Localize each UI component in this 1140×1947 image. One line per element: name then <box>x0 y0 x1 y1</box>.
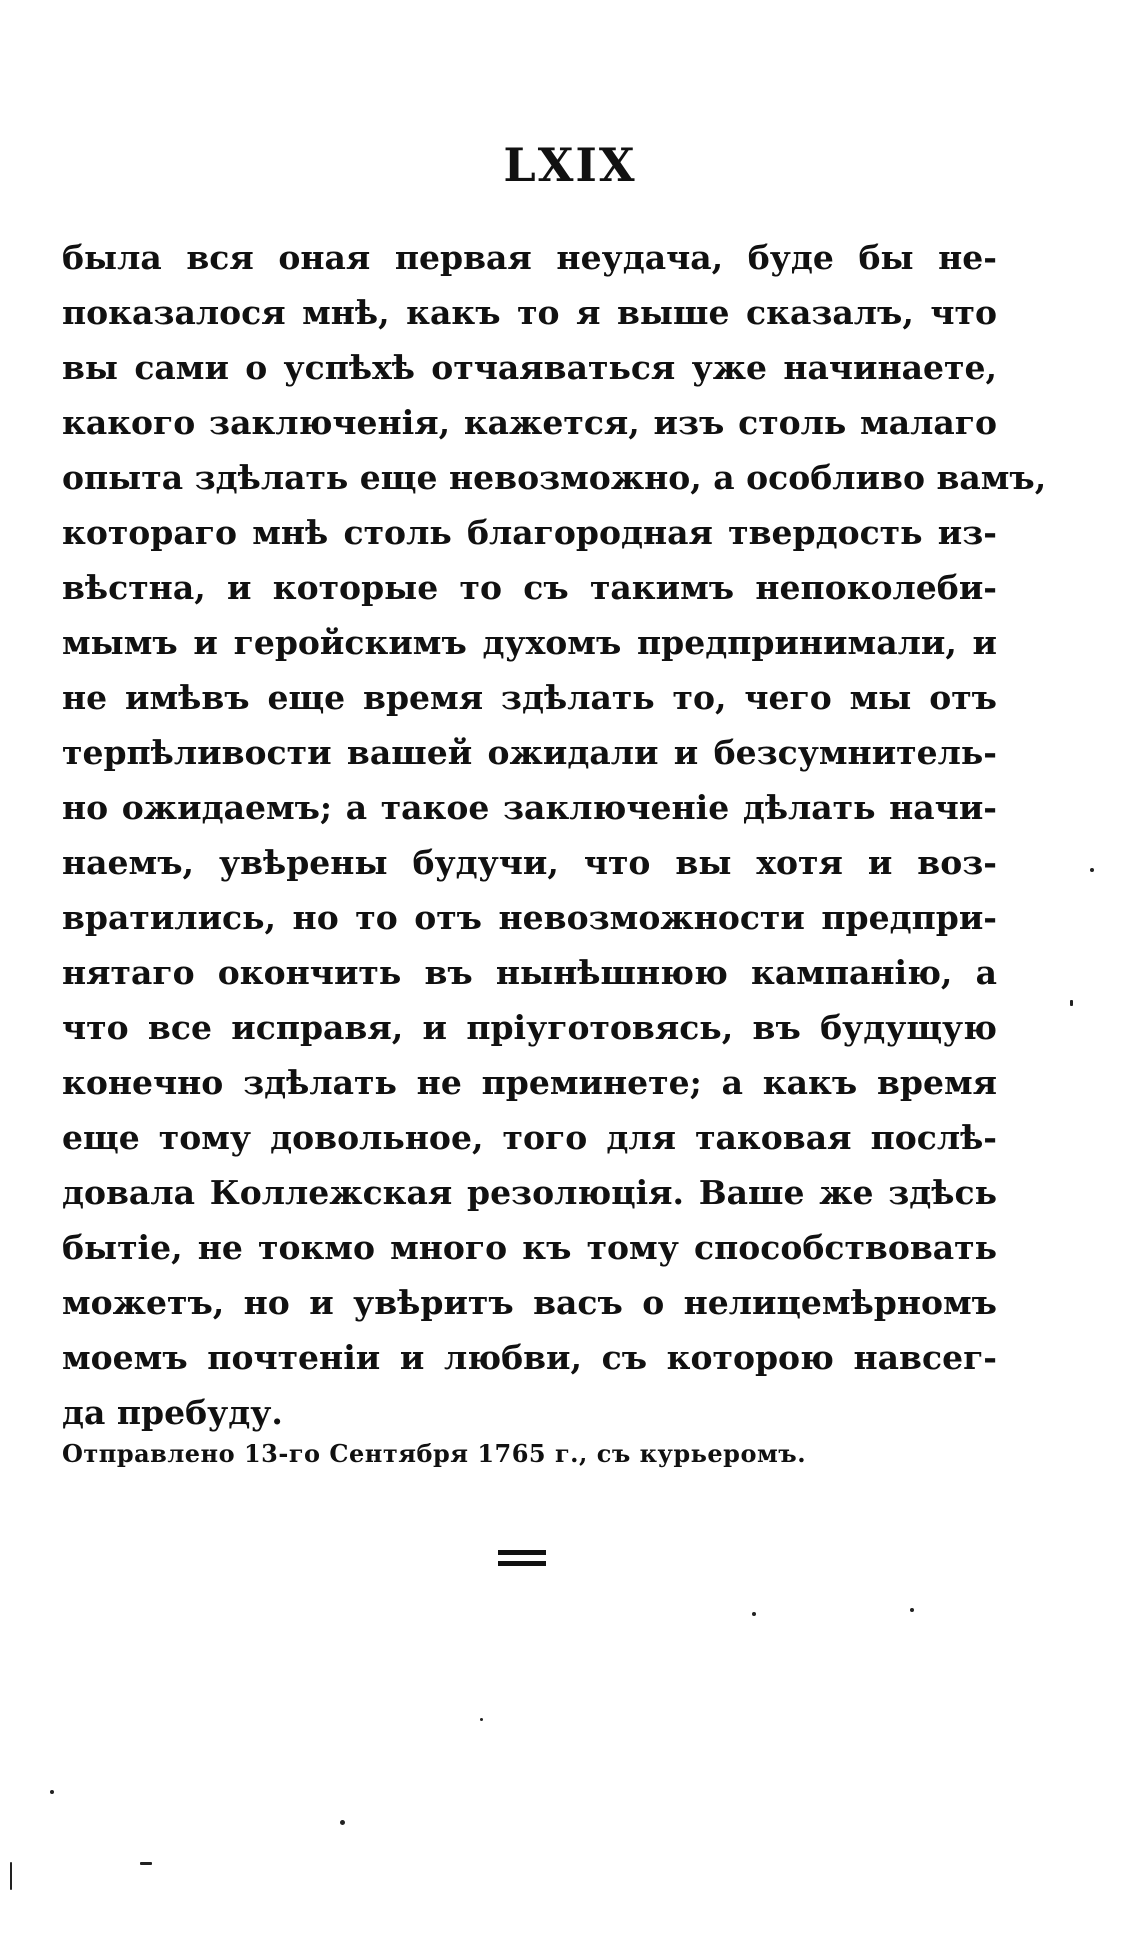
body-line: была вся оная первая неудача, буде бы не- <box>62 238 997 277</box>
body-line: какого заключенія, кажется, изъ столь малаго <box>62 403 997 442</box>
body-line: еще тому довольное, того для таковая послѣ- <box>62 1118 997 1157</box>
scan-speck <box>1070 1000 1073 1006</box>
body-line: можетъ, но и увѣритъ васъ о нелицемѣрномъ <box>62 1283 997 1322</box>
body-line: наемъ, увѣрены будучи, что вы хотя и воз- <box>62 843 997 882</box>
scan-speck <box>480 1718 483 1721</box>
body-line: котораго мнѣ столь благородная твердость из- <box>62 513 997 552</box>
body-line: терпѣливости вашей ожидали и безсумнитель- <box>62 733 997 772</box>
scan-speck <box>752 1612 756 1616</box>
body-line: мымъ и геройскимъ духомъ предпринимали, и <box>62 623 997 662</box>
dispatch-note: Отправлено 13-го Сентября 1765 г., съ курьеромъ. <box>62 1439 807 1468</box>
body-line-final: да пребуду. <box>62 1393 283 1432</box>
body-line: вратились, но то отъ невозможности предпри- <box>62 898 997 937</box>
separator-bar-bottom <box>498 1561 546 1566</box>
body-line: конечно здѣлать не преминете; а какъ время <box>62 1063 997 1102</box>
body-line: что все исправя, и пріуготовясь, въ будущую <box>62 1008 997 1047</box>
scan-speck <box>140 1862 152 1865</box>
letter-body <box>62 230 1047 1440</box>
body-line: довала Коллежская резолюція. Ваше же здѣсь <box>62 1173 997 1212</box>
body-line: нятаго окончить въ нынѣшнюю кампанію, а <box>62 953 997 992</box>
body-line: но ожидаемъ; а такое заключеніе дѣлать начи- <box>62 788 997 827</box>
separator-bar-top <box>498 1550 546 1555</box>
body-line: не имѣвъ еще время здѣлать то, чего мы отъ <box>62 678 997 717</box>
body-line: вѣстна, и которые то съ такимъ непоколеби- <box>62 568 997 607</box>
body-line: показалося мнѣ, какъ то я выше сказалъ, что <box>62 293 997 332</box>
scan-speck <box>340 1820 345 1825</box>
body-line: моемъ почтеніи и любви, съ которою навсег- <box>62 1338 997 1377</box>
body-line: вы сами о успѣхѣ отчаяваться уже начинаете, <box>62 348 997 387</box>
page-number: LXIX <box>503 138 637 192</box>
section-separator <box>498 1548 546 1568</box>
scan-speck <box>1090 868 1094 872</box>
scan-speck <box>50 1790 54 1794</box>
body-line: бытіе, не токмо много къ тому способствовать <box>62 1228 997 1267</box>
scan-speck <box>10 1862 12 1890</box>
scan-speck <box>910 1608 914 1612</box>
body-line: опыта здѣлать еще невозможно, а особливо вамъ, <box>62 458 1047 497</box>
